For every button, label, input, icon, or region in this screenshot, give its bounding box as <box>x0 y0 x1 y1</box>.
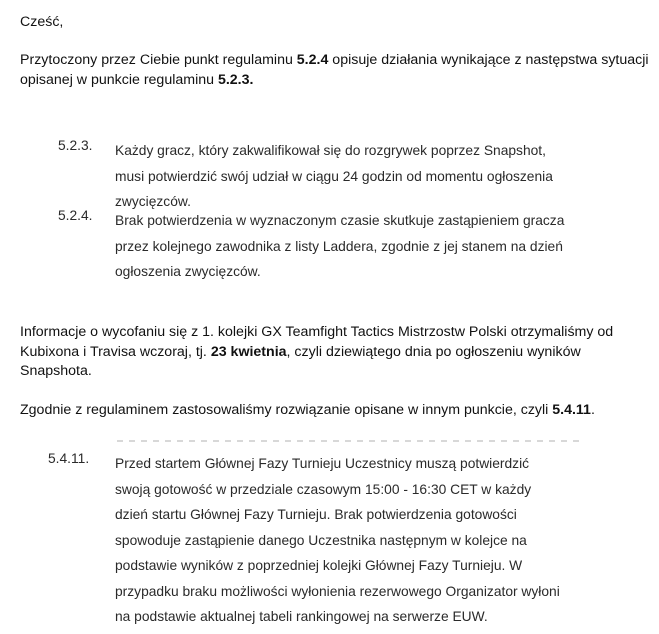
clause-number: 5.4.11. <box>48 451 90 466</box>
paragraph-rule-reference <box>20 51 650 90</box>
rule-ref: 5.4.11 <box>552 402 591 418</box>
text: Informacje o wycofaniu się z 1. kolejki GX Teamfight Tactics Mistrzostw Polski otrzymaliśmy od Kubixona i Travisa wczoraj, tj. <box>20 324 614 360</box>
rule-ref: 5.2.4 <box>296 52 329 68</box>
paragraph-rule-applied <box>20 401 650 421</box>
scan-artifact-line <box>117 440 580 442</box>
quote-clause-5-4-11 <box>48 451 588 631</box>
clause-line: dzień startu Głównej Fazy Turnieju. Brak potwierdzenia gotowości <box>115 507 517 522</box>
clause-line: musi potwierdzić swój udział w ciągu 24 godzin od momentu ogłoszenia <box>115 168 553 184</box>
text: Przytoczony przez Ciebie punkt regulaminu <box>20 52 297 68</box>
clause-line: ogłoszenia zwycięzców. <box>115 264 261 279</box>
quote-clause-5-2-3 <box>58 138 588 216</box>
clause-line: spowoduje zastąpienie danego Uczestnika następnym w kolejce na <box>115 532 527 548</box>
clause-line: przypadku braku możliwości wyłonienia rezerwowego Organizator wyłoni <box>115 583 560 599</box>
date: 23 kwietnia <box>210 343 287 360</box>
text: . <box>590 402 595 418</box>
clause-line: zwycięzców. <box>115 194 191 209</box>
clause-line: swoją gotowość w przedziale czasowym 15:00 - 16:30 CET w każdy <box>115 481 532 497</box>
greeting: Cześć, <box>20 14 64 30</box>
clause-number: 5.2.3. <box>58 138 93 153</box>
clause-line: przez kolejnego zawodnika z listy Laddera, zgodnie z jej stanem na dzień <box>115 238 563 254</box>
quote-clause-5-2-4 <box>58 208 588 286</box>
text: Zgodnie z regulaminem zastosowaliśmy rozwiązanie opisane w innym punkcie, czyli <box>20 402 553 418</box>
clause-number: 5.2.4. <box>58 208 93 223</box>
clause-line: Każdy gracz, który zakwalifikował się do rozgrywek poprzez Snapshot, <box>115 143 546 158</box>
clause-text <box>115 451 580 630</box>
clause-text <box>115 208 575 285</box>
clause-line: podstawie wyników z poprzedniej kolejki Głównej Fazy Turnieju. W <box>115 558 523 573</box>
clause-text <box>115 138 575 215</box>
clause-line: na podstawie aktualnej tabeli rankingowej na serwerze EUW. <box>115 609 488 624</box>
text: , czyli dziewiątego dnia po ogłoszeniu wyników Snapshota. <box>20 343 581 379</box>
text: opisuje działania wynikające z następstwa sytuacji opisanej w punkcie regulaminu <box>20 52 649 88</box>
paragraph-withdrawal-info <box>20 323 650 382</box>
clause-line: Przed startem Głównej Fazy Turnieju Uczestnicy muszą potwierdzić <box>115 456 530 471</box>
clause-line: Brak potwierdzenia w wyznaczonym czasie skutkuje zastąpieniem gracza <box>115 213 565 228</box>
rule-ref: 5.2.3. <box>217 71 254 88</box>
